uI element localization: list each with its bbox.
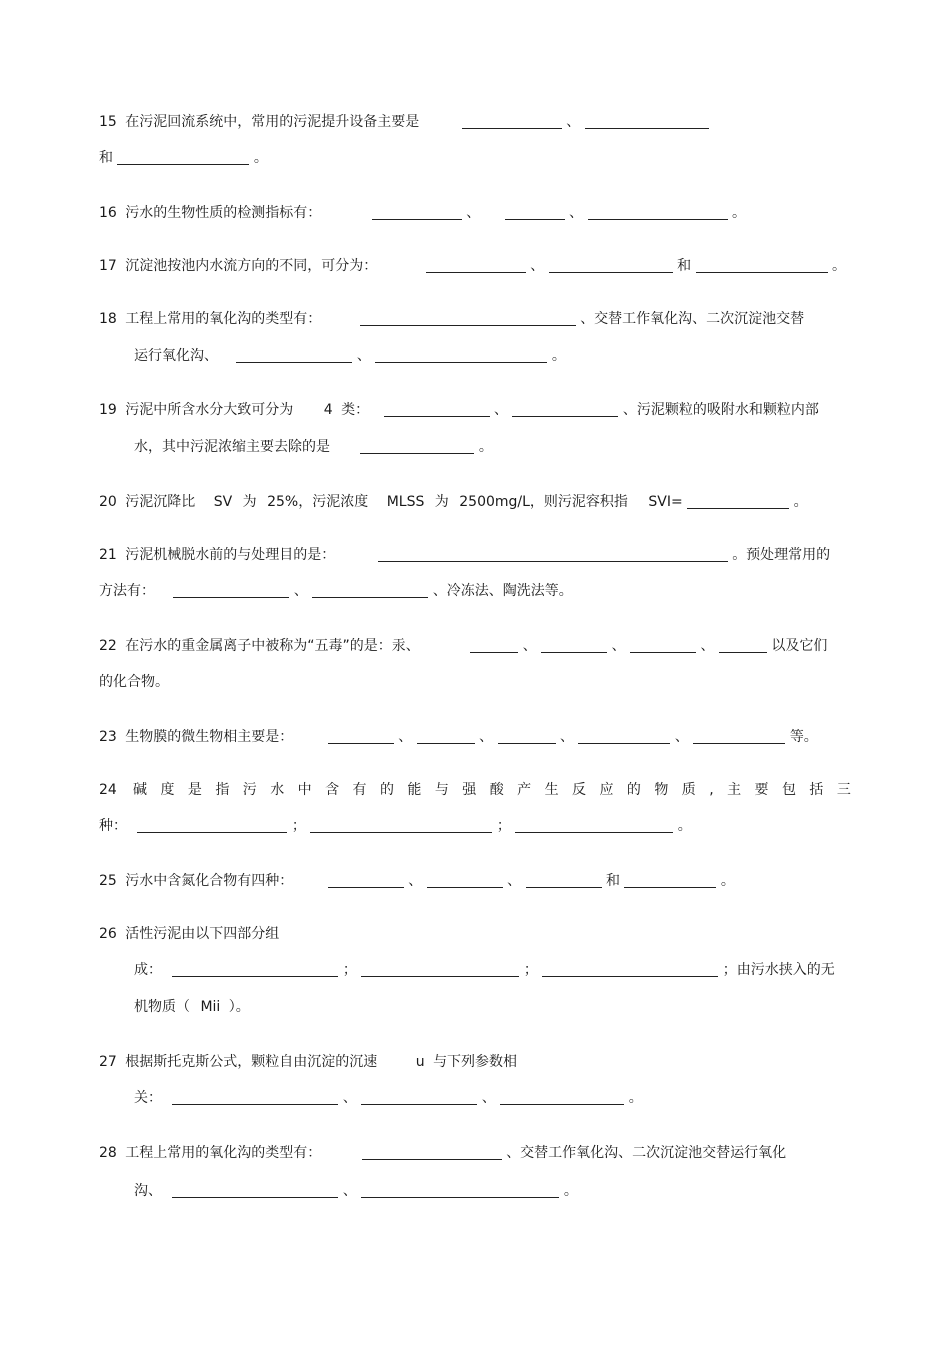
- answer-blank[interactable]: [585, 114, 709, 129]
- answer-blank[interactable]: [515, 818, 673, 833]
- end-mark: 。: [253, 150, 268, 166]
- answer-blank[interactable]: [384, 402, 490, 417]
- svi-label: SVI=: [648, 494, 683, 510]
- spaced-char: 包: [781, 782, 796, 798]
- question-text: 25%，污泥浓度: [267, 494, 369, 510]
- question-number: 25: [99, 873, 117, 889]
- answer-blank[interactable]: [361, 962, 519, 977]
- question-number: 17: [99, 258, 117, 274]
- answer-blank[interactable]: [375, 348, 547, 363]
- question-number: 18: [99, 311, 117, 327]
- answer-blank[interactable]: [541, 638, 607, 653]
- separator: 、: [398, 729, 413, 745]
- question-text-spaced: [133, 780, 851, 800]
- separator: 、: [507, 873, 522, 889]
- spaced-char: 有: [352, 782, 367, 798]
- question-text: 和: [99, 150, 113, 166]
- separator: 、: [342, 1090, 357, 1106]
- question-text: ；由污水挟入的无: [722, 962, 835, 978]
- question-text: 种：: [99, 818, 127, 834]
- mlss-label: MLSS: [386, 494, 425, 510]
- separator: 、: [566, 114, 581, 130]
- answer-blank[interactable]: [360, 439, 474, 454]
- question-text: 为: [242, 494, 257, 510]
- separator: 、: [356, 348, 371, 364]
- answer-blank[interactable]: [687, 494, 789, 509]
- mii-label: Mii: [200, 999, 221, 1015]
- separator: 、: [342, 1183, 357, 1199]
- separator: 、: [408, 873, 423, 889]
- question-17: [99, 256, 846, 276]
- semicolon: ；: [496, 818, 511, 834]
- spaced-char: 要: [754, 782, 769, 798]
- question-text: 污泥机械脱水前的与处理目的是：: [125, 547, 336, 563]
- separator: 、: [569, 205, 584, 221]
- question-20: [99, 492, 808, 512]
- separator: 、: [479, 729, 494, 745]
- question-16: [99, 203, 746, 223]
- question-text: 为: [434, 494, 449, 510]
- spaced-char: 三: [836, 782, 851, 798]
- spaced-char: 强: [462, 782, 477, 798]
- end-mark: 。: [677, 818, 692, 834]
- spaced-char: 污: [242, 782, 257, 798]
- answer-blank[interactable]: [360, 311, 576, 326]
- question-text: ）。: [228, 999, 250, 1015]
- semicolon: ；: [342, 962, 357, 978]
- question-text: 污水中含氮化合物有四种：: [125, 873, 294, 889]
- u-variable: u: [415, 1054, 425, 1070]
- question-text: 生物膜的微生物相主要是：: [125, 729, 294, 745]
- spaced-char: 含: [325, 782, 340, 798]
- answer-blank[interactable]: [512, 402, 618, 417]
- question-21-line-2: [99, 581, 573, 601]
- question-text: 活性污泥由以下四部分组: [125, 926, 280, 942]
- answer-blank[interactable]: [426, 258, 526, 273]
- question-number: 19: [99, 402, 117, 418]
- question-text: 以及它们: [771, 638, 828, 654]
- question-26-line-3: [134, 997, 250, 1017]
- answer-blank[interactable]: [117, 150, 249, 165]
- spaced-char: 的: [379, 782, 394, 798]
- question-text: 、污泥颗粒的吸附水和颗粒内部: [622, 402, 819, 418]
- answer-blank[interactable]: [361, 1090, 477, 1105]
- question-text: 、冷冻法、陶洗法等。: [432, 583, 573, 599]
- answer-blank[interactable]: [630, 638, 696, 653]
- question-text: 运行氧化沟、: [134, 348, 218, 364]
- answer-blank[interactable]: [417, 729, 475, 744]
- question-number: 23: [99, 729, 117, 745]
- spaced-char: 括: [809, 782, 824, 798]
- question-28-line-2: [134, 1181, 578, 1201]
- answer-blank[interactable]: [310, 818, 492, 833]
- question-number: 22: [99, 638, 117, 654]
- question-27-line-1: [99, 1052, 517, 1072]
- question-number: 27: [99, 1054, 117, 1070]
- question-23: [99, 727, 818, 747]
- spaced-char: 酸: [489, 782, 504, 798]
- question-text: 污泥中所含水分大致可分为: [125, 402, 294, 418]
- answer-blank[interactable]: [172, 962, 338, 977]
- spaced-char: 产: [517, 782, 532, 798]
- answer-blank[interactable]: [578, 729, 670, 744]
- question-text: 沟、: [134, 1183, 162, 1199]
- end-mark: 。: [628, 1090, 643, 1106]
- question-19-line-2: [134, 437, 493, 457]
- question-text: 的化合物。: [99, 674, 169, 690]
- answer-blank[interactable]: [362, 1145, 502, 1160]
- end-mark: 等。: [789, 729, 818, 745]
- question-28-line-1: [99, 1143, 786, 1163]
- answer-blank[interactable]: [312, 583, 428, 598]
- spaced-char: 中: [297, 782, 312, 798]
- separator: 、: [611, 638, 626, 654]
- answer-blank[interactable]: [172, 1183, 338, 1198]
- question-number: 21: [99, 547, 117, 563]
- question-24-line-1: [99, 780, 851, 800]
- question-18-line-2: [134, 346, 566, 366]
- semicolon: ；: [523, 962, 538, 978]
- question-number: 16: [99, 205, 117, 221]
- question-text: 关：: [134, 1090, 162, 1106]
- end-mark: 。: [832, 258, 846, 274]
- question-text: 类：: [341, 402, 370, 418]
- separator: 、: [466, 205, 481, 221]
- question-text: 根据斯托克斯公式，颗粒自由沉淀的沉速: [125, 1054, 378, 1070]
- question-text: 成：: [134, 962, 162, 978]
- question-number: 28: [99, 1145, 117, 1161]
- answer-blank[interactable]: [427, 873, 503, 888]
- question-24-line-2: [99, 816, 692, 836]
- and-word: 和: [606, 873, 620, 889]
- question-text: 工程上常用的氧化沟的类型有：: [125, 1145, 322, 1161]
- question-26-line-1: [99, 924, 279, 944]
- question-text: 沉淀池按池内水流方向的不同，可分为：: [125, 258, 378, 274]
- question-text: 工程上常用的氧化沟的类型有：: [125, 311, 322, 327]
- answer-blank[interactable]: [372, 205, 462, 220]
- answer-blank[interactable]: [328, 873, 404, 888]
- question-text: 。预处理常用的: [732, 547, 831, 563]
- answer-blank[interactable]: [462, 114, 562, 129]
- question-18-line-1: [99, 309, 804, 329]
- question-26-line-2: [134, 960, 835, 980]
- question-15-line-1: [99, 112, 709, 132]
- question-number: 26: [99, 926, 117, 942]
- number-value: 4: [323, 402, 333, 418]
- spaced-char: 应: [599, 782, 614, 798]
- spaced-char: 指: [215, 782, 230, 798]
- question-text: 污水的生物性质的检测指标有：: [125, 205, 322, 221]
- answer-blank[interactable]: [236, 348, 352, 363]
- separator: 、: [522, 638, 537, 654]
- spaced-char: 水: [270, 782, 285, 798]
- separator: 、: [700, 638, 715, 654]
- answer-blank[interactable]: [526, 873, 602, 888]
- question-15-line-2: [99, 148, 268, 168]
- end-mark: 。: [793, 494, 808, 510]
- spaced-char: 主: [727, 782, 742, 798]
- answer-blank[interactable]: [693, 729, 785, 744]
- answer-blank[interactable]: [549, 258, 673, 273]
- answer-blank[interactable]: [719, 638, 767, 653]
- answer-blank[interactable]: [624, 873, 716, 888]
- answer-blank[interactable]: [696, 258, 828, 273]
- and-word: 和: [677, 258, 692, 274]
- separator: 、: [481, 1090, 496, 1106]
- question-22-line-2: [99, 672, 169, 692]
- question-number: 15: [99, 114, 117, 130]
- end-mark: 。: [732, 205, 746, 221]
- answer-blank[interactable]: [542, 962, 718, 977]
- answer-blank[interactable]: [498, 729, 556, 744]
- spaced-char: 生: [544, 782, 559, 798]
- spaced-char: 与: [434, 782, 449, 798]
- spaced-char: 质: [681, 782, 696, 798]
- answer-blank[interactable]: [173, 583, 289, 598]
- question-text: 、交替工作氧化沟、二次沉淀池交替运行氧化: [506, 1145, 787, 1161]
- question-27-line-2: [134, 1088, 643, 1108]
- spaced-char: 的: [626, 782, 641, 798]
- end-mark: 。: [720, 873, 735, 889]
- question-text: 2500mg/L，则污泥容积指: [459, 494, 628, 510]
- question-25: [99, 871, 735, 891]
- question-number: 20: [99, 494, 117, 510]
- question-text: 在污水的重金属离子中被称为“五毒”的是：汞、: [125, 638, 420, 654]
- question-text: 与下列参数相: [433, 1054, 518, 1070]
- answer-blank[interactable]: [137, 818, 287, 833]
- sv-label: SV: [213, 494, 233, 510]
- answer-blank[interactable]: [361, 1183, 559, 1198]
- question-text: 在污泥回流系统中，常用的污泥提升设备主要是: [125, 114, 420, 130]
- question-number: 24: [99, 782, 117, 798]
- answer-blank[interactable]: [500, 1090, 624, 1105]
- end-mark: 。: [478, 439, 493, 455]
- question-text: 方法有：: [99, 583, 155, 599]
- question-21-line-1: [99, 545, 830, 565]
- answer-blank[interactable]: [172, 1090, 338, 1105]
- question-19-line-1: [99, 400, 819, 420]
- separator: 、: [494, 402, 509, 418]
- end-mark: 。: [551, 348, 566, 364]
- question-text: 、交替工作氧化沟、二次沉淀池交替: [580, 311, 805, 327]
- semicolon: ；: [291, 818, 306, 834]
- separator: 、: [293, 583, 308, 599]
- answer-blank[interactable]: [378, 547, 728, 562]
- spaced-char: ,: [709, 782, 714, 798]
- separator: 、: [530, 258, 545, 274]
- spaced-char: 度: [160, 782, 175, 798]
- question-text: 机物质（: [134, 999, 190, 1015]
- question-text: 污泥沉降比: [125, 494, 196, 510]
- spaced-char: 是: [187, 782, 202, 798]
- spaced-char: 能: [407, 782, 422, 798]
- answer-blank[interactable]: [505, 205, 565, 220]
- spaced-char: 物: [654, 782, 669, 798]
- spaced-char: 碱: [133, 782, 147, 798]
- answer-blank[interactable]: [470, 638, 518, 653]
- separator: 、: [674, 729, 689, 745]
- answer-blank[interactable]: [328, 729, 394, 744]
- end-mark: 。: [563, 1183, 578, 1199]
- question-text: 水，其中污泥浓缩主要去除的是: [134, 439, 330, 455]
- question-22-line-1: [99, 636, 827, 656]
- answer-blank[interactable]: [588, 205, 728, 220]
- separator: 、: [560, 729, 574, 745]
- spaced-char: 反: [572, 782, 586, 798]
